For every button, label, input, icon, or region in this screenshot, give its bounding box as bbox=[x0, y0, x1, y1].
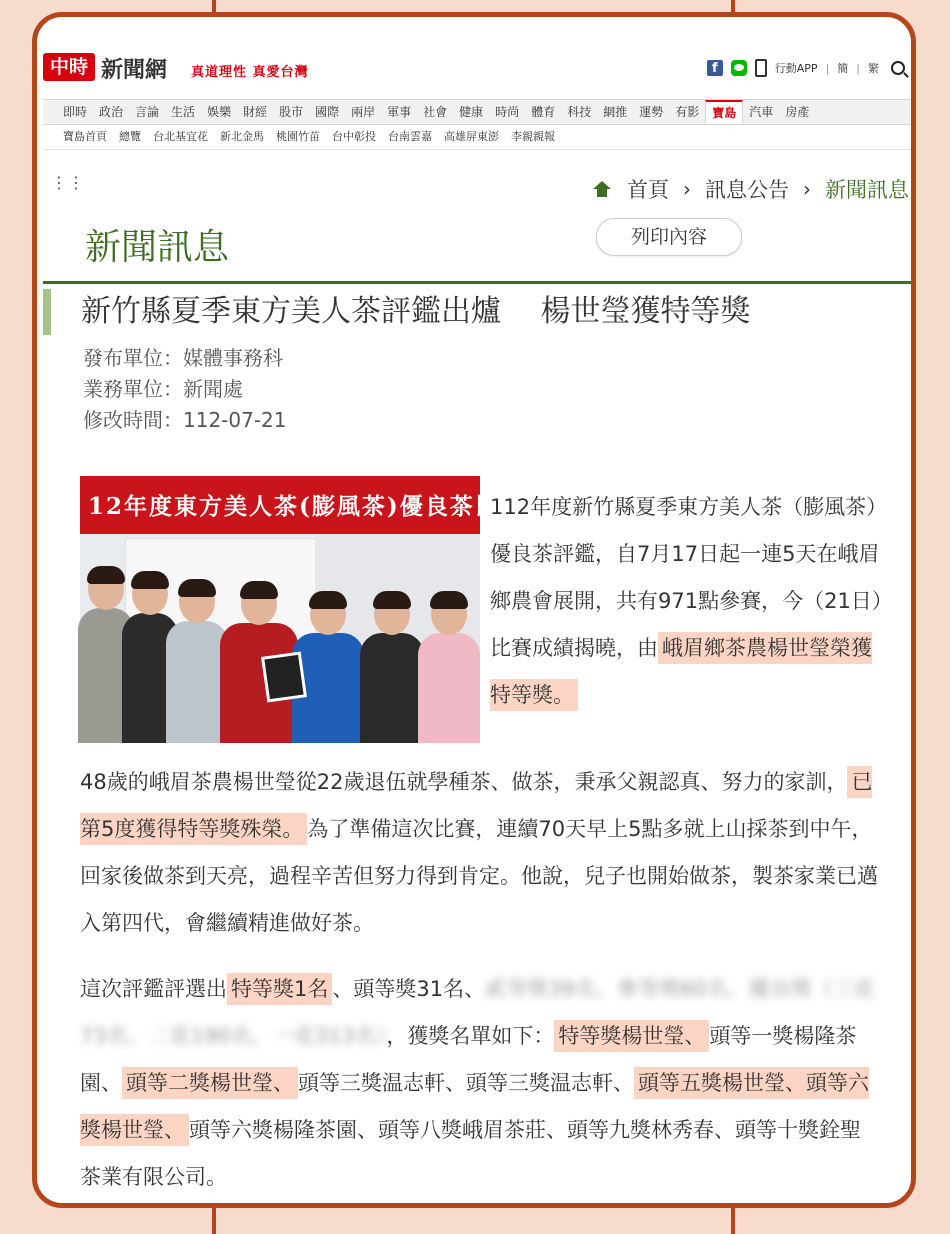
facebook-icon[interactable]: f bbox=[707, 60, 723, 76]
site-header bbox=[43, 41, 911, 101]
paragraph-1: 112年度新竹縣夏季東方美人茶（膨風茶）優良茶評鑑，自7月17日起一連5天在峨眉鄉農會展開，共有971點參賽，今（21日）比賽成績揭曉，由 峨眉鄉茶農楊世瑩榮獲特等獎。 bbox=[490, 484, 885, 719]
webpage bbox=[43, 41, 911, 1189]
photo-banner-text: 12年度東方美人茶(膨風茶)優良茶比賽 bbox=[88, 493, 525, 520]
nav-item[interactable]: 娛樂 bbox=[207, 105, 232, 119]
meta-department: 業務單位 ： 新聞處 bbox=[83, 374, 287, 405]
breadcrumb-announcements[interactable]: 訊息公告 bbox=[705, 178, 789, 202]
sub-nav-item[interactable]: 台北基宜花 bbox=[153, 130, 208, 143]
breadcrumb-separator: › bbox=[683, 177, 691, 201]
article-title: 新竹縣夏季東方美人茶評鑑出爐 楊世瑩獲特等獎 bbox=[43, 289, 921, 335]
logo-mark[interactable]: 中時 bbox=[43, 53, 95, 81]
nav-item[interactable]: 政治 bbox=[99, 105, 124, 119]
nav-item[interactable]: 社會 bbox=[423, 105, 448, 119]
phone-icon[interactable] bbox=[755, 59, 767, 77]
tool-divider: | bbox=[825, 61, 830, 75]
section-title: 新聞訊息 bbox=[85, 227, 230, 268]
highlight-grand-prize: 峨眉鄉茶農楊世瑩榮獲特等獎。 bbox=[490, 632, 872, 711]
nav-item[interactable]: 言論 bbox=[135, 105, 160, 119]
header-tools bbox=[707, 59, 905, 77]
search-icon[interactable] bbox=[891, 61, 905, 75]
highlight-second: 頭等二獎楊世瑩、 bbox=[122, 1067, 298, 1099]
nav-item[interactable]: 汽車 bbox=[749, 105, 774, 119]
home-icon[interactable] bbox=[593, 181, 611, 197]
nav-item[interactable]: 國際 bbox=[315, 105, 340, 119]
meta-publisher: 發布單位 ： 媒體事務科 bbox=[83, 343, 287, 374]
article-meta bbox=[83, 343, 287, 436]
sub-nav-item[interactable]: 桃園竹苗 bbox=[276, 130, 320, 143]
tool-divider: | bbox=[856, 61, 860, 75]
slogan: 真道理性 真愛台灣 bbox=[191, 65, 309, 80]
sub-nav-item[interactable]: 台中彰投 bbox=[332, 130, 376, 143]
traditional-chinese-link[interactable]: 繁 bbox=[868, 62, 879, 75]
nav-item[interactable]: 時尚 bbox=[495, 105, 520, 119]
nav-item[interactable]: 運勢 bbox=[639, 105, 664, 119]
nav-item[interactable]: 有影 bbox=[675, 105, 700, 119]
breadcrumb-separator: › bbox=[803, 177, 811, 201]
sub-nav-item[interactable]: 新北金馬 bbox=[220, 130, 264, 143]
nav-item[interactable]: 財經 bbox=[243, 105, 268, 119]
sub-nav-item[interactable]: 總覽 bbox=[119, 130, 141, 143]
menu-icon[interactable]: ⋮⋮ bbox=[51, 173, 85, 192]
article-photo bbox=[80, 476, 525, 743]
sub-nav-item[interactable]: 高雄屏東澎 bbox=[444, 130, 499, 143]
paragraph-2: 48歲的峨眉茶農楊世瑩從22歲退伍就學種茶、做茶，秉承父親認真、努力的家訓， 已第5度獲得特等獎殊榮。 為了準備這次比賽，連續70天早上5點多就上山採茶到中午，回家後做茶到天亮，過程辛苦但努力得到肯定。他說，兒子也開始做茶，製茶家業已邁入第四代，會繼續精進做好茶。 bbox=[80, 759, 880, 947]
highlight-grand-count: 特等獎1名 bbox=[227, 973, 332, 1005]
nav-item[interactable]: 軍事 bbox=[387, 105, 412, 119]
logo-name[interactable]: 新聞網 bbox=[101, 57, 168, 83]
breadcrumb-home[interactable]: 首頁 bbox=[627, 178, 669, 202]
highlight-grand-winner: 特等獎楊世瑩、 bbox=[554, 1020, 709, 1052]
breadcrumb-current: 新聞訊息 bbox=[825, 178, 909, 202]
line-icon[interactable] bbox=[731, 60, 747, 76]
nav-item[interactable]: 體育 bbox=[531, 105, 556, 119]
nav-item[interactable]: 房產 bbox=[785, 105, 810, 119]
photo-person bbox=[166, 581, 228, 743]
nav-item[interactable]: 股市 bbox=[279, 105, 304, 119]
photo-tea-box bbox=[261, 651, 307, 702]
blurred-text: 貳等獎39名、參等獎60名、優良獎（三花73名、二花190名、一花313名） bbox=[80, 977, 875, 1048]
nav-item[interactable]: 兩岸 bbox=[351, 105, 376, 119]
screenshot-frame bbox=[32, 12, 916, 1208]
print-button[interactable]: 列印內容 bbox=[596, 218, 742, 256]
photo-person bbox=[418, 593, 480, 743]
hanger-string-left-bottom bbox=[212, 1205, 216, 1234]
sub-nav-item[interactable]: 李親親報 bbox=[511, 130, 555, 143]
paragraph-3: 這次評鑑評選出 特等獎1名 、頭等獎31名、貳等獎39名、參等獎60名、優良獎（三花73名、二花190名、一花313名），獲獎名單如下： 特等獎楊世瑩、 頭等一獎楊隆茶園、 頭等二獎楊世瑩、 頭等三獎温志軒、頭等三獎温志軒、 頭等五獎楊世瑩、頭等六獎楊世瑩、 頭等六獎楊隆茶園、頭等八獎峨眉茶莊、頭等九獎林秀春、頭等十獎銓聖茶業有限公司。 bbox=[80, 966, 880, 1201]
nav-item[interactable]: 寶島 bbox=[705, 100, 743, 124]
nav-item[interactable]: 即時 bbox=[63, 105, 88, 119]
highlight-fifth-sixth: 頭等五獎楊世瑩、頭等六獎楊世瑩、 bbox=[80, 1067, 869, 1146]
simplified-chinese-link[interactable]: 簡 bbox=[837, 62, 849, 75]
nav-item[interactable]: 科技 bbox=[567, 105, 592, 119]
highlight-fifth-time: 已第5度獲得特等獎殊榮。 bbox=[80, 766, 872, 845]
meta-modified-date: 修改時間 ： 112-07-21 bbox=[83, 405, 287, 436]
sub-nav bbox=[43, 125, 911, 150]
photo-banner bbox=[80, 476, 525, 534]
breadcrumb bbox=[593, 174, 909, 204]
nav-item[interactable]: 健康 bbox=[459, 105, 484, 119]
main-nav bbox=[43, 99, 911, 125]
nav-item[interactable]: 生活 bbox=[171, 105, 196, 119]
divider bbox=[43, 281, 911, 284]
hanger-string-right-bottom bbox=[731, 1205, 735, 1234]
nav-item[interactable]: 網推 bbox=[603, 105, 628, 119]
sub-nav-item[interactable]: 寶島首頁 bbox=[63, 130, 107, 143]
photo-person bbox=[360, 593, 424, 743]
sub-nav-item[interactable]: 台南雲嘉 bbox=[388, 130, 432, 143]
app-link[interactable]: 行動APP bbox=[774, 62, 818, 75]
